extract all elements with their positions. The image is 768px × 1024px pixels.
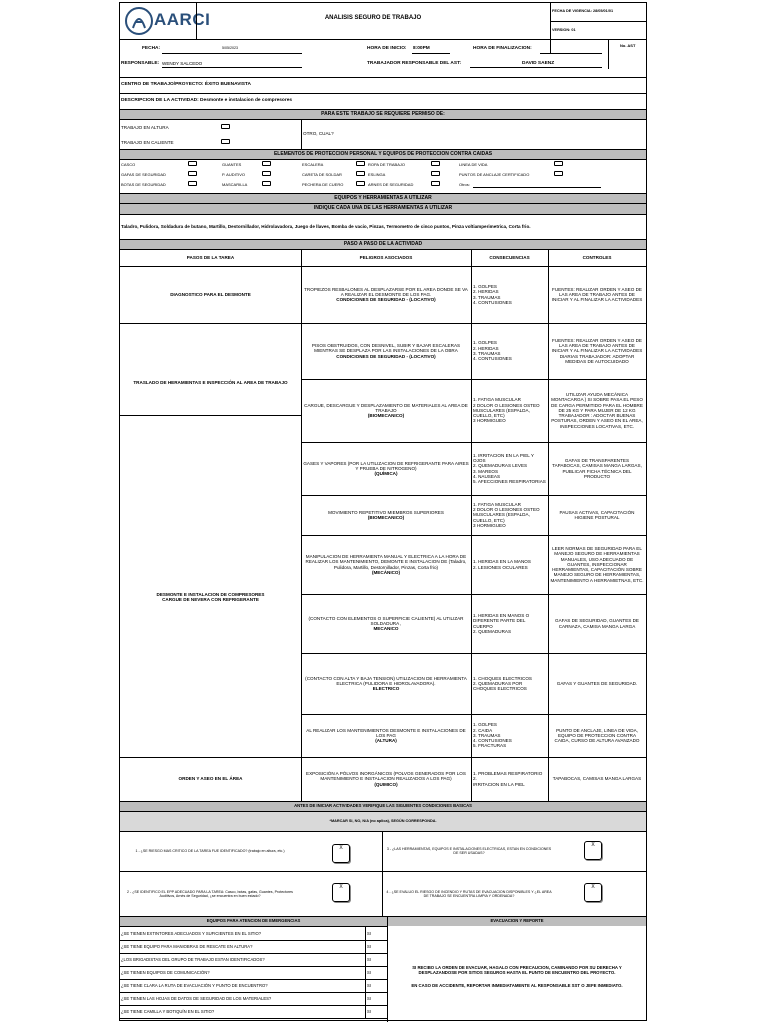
hazard-row-9-controles: TAPABOCAS, CAMISAS MANGA LARGAS <box>552 776 642 782</box>
peligro-text: TROPIEZOS RESBALONES AL DESPLAZARSE POR EL AREA DONDE SE VA A REALIZAR EL DESMONTE DE LOS PAG. <box>304 286 468 297</box>
logo-mark-icon <box>124 6 154 36</box>
hazard-row-2-peligro <box>301 379 471 442</box>
peligro-category: (BIOMECANICO) <box>367 515 405 520</box>
verif-q4: 4 - ¿SE EVALUO EL RIESGO DE INCENDIO Y RUTAS DE EVACUACION DISPONIBLES Y ¿EL AREA DE TRABAJO SE ENCUENTRA LIMPIA Y ORDENADA? <box>386 889 552 898</box>
peligro-text: (CONTACTO CON ELEMENTOS O SUPERFICIE CALIENTE) AL UTILIZAR SOLDADURA , <box>308 615 464 626</box>
epp-botas-checkbox[interactable] <box>188 181 197 186</box>
peligro-text: MOVIMIENTO REPETITIVO MIEMBROS SUPERIORES <box>328 509 444 515</box>
epp-heading: ELEMENTOS DE PROTECCION PERSONAL Y EQUIPOS DE PROTECCION CONTRA CAIDAS <box>120 150 646 159</box>
hazard-row-6-peligro <box>301 594 471 653</box>
epp-escalera: ESCALERA <box>302 162 324 167</box>
permiso-otro: OTRO, CUAL? <box>303 131 334 136</box>
epp-ropa: ROPA DE TRABAJO <box>368 162 405 167</box>
hora-inicio-label: HORA DE INICIO: <box>367 46 407 51</box>
col-controles: CONTROLES <box>582 255 612 261</box>
herramientas-subheading: INDIQUE CADA UNA DE LAS HERRAMIENTAS A UTILIZAR <box>120 204 646 214</box>
fecha-label: FECHA: <box>142 46 161 51</box>
emergencia-item-1: ¿SE TIENE EQUIPO PARA MANIOBRAS DE RESCATE EN ALTURA? <box>121 944 253 949</box>
col-pasos: PASOS DE LA TAREA <box>186 255 235 261</box>
peligro-category: ELECTRICO <box>372 686 400 692</box>
hazard-row-7-controles: GAFAS Y GUANTES DE SEGURIDAD. <box>556 680 638 686</box>
evacuacion-text-2: EN CASO DE ACCIDENTE, REPORTAR INMEDIATAMENTE AL RESPONSABLE SST O JEFE INMEDIATO. <box>411 983 623 988</box>
epp-eslinga: ESLINGA <box>368 172 386 177</box>
trabajador-label: TRABAJADOR RESPONSABLE DEL AST: <box>367 61 462 66</box>
centro-trabajo: CENTRO DE TRABAJO/PROYECTO: ÉXITO BUENAVISTA <box>121 82 251 87</box>
task-diagnostico: DIAGNOSTICO PARA EL DESMONTE <box>170 291 251 297</box>
col-consecuencias: CONSECUENCIAS <box>489 255 530 261</box>
hazard-row-4-peligro <box>301 495 471 535</box>
hazard-row-3-controles: GAFAS DE TRANSPARENTES TAPABOCAS, CAMISAS MANGA LARGAS, PUBLICAR FICHA TÉCNICA DEL PRODUCTO <box>552 457 642 479</box>
epp-auditivo: P. AUDITIVO <box>222 172 246 177</box>
hazard-row-1-consecuencias: 1. GOLPES 2. HERIDAS 3. TRAUMAS 4. CONTUSIONES <box>473 340 512 362</box>
emergencia-item-0: ¿SE TIENEN EXTINTORES ADECUADOS Y SUFICIENTES EN EL SITIO? <box>121 931 262 936</box>
hora-inicio-value[interactable]: 8:00PM <box>413 46 430 51</box>
emergencia-answer-4[interactable]: SI <box>367 983 371 988</box>
verificacion-sub: *MARCAR SI, NO, N/A (no aplica), SEGÚN CORRESPONDA. <box>120 812 646 831</box>
verif-q3-checkbox[interactable]: X <box>584 841 602 860</box>
epp-guantes: GUANTES <box>222 162 242 167</box>
epp-botas: BOTAS DE SEGURIDAD <box>121 182 166 187</box>
epp-gafas: GAFAS DE SEGURIDAD <box>121 172 166 177</box>
responsable-label: RESPONSABLE: <box>121 61 160 66</box>
fecha-value[interactable]: 5/05/2023 <box>222 46 238 50</box>
epp-anclaje-checkbox[interactable] <box>554 171 563 176</box>
peligro-category: (MECÁNICO) <box>371 569 401 575</box>
epp-linea-vida: LINEA DE VIDA <box>459 162 488 167</box>
emergencia-answer-2[interactable]: SI <box>367 957 371 962</box>
epp-anclaje: PUNTOS DE ANCLAJE CERTIFICADO <box>459 172 530 177</box>
hazard-row-5-controles: LEER NORMAS DE SEGURIDAD PARA EL MANEJO SEGURO DE HERRAMIENTAS MANUALES, USO ADECUADO DE GUANTES, INSPECCIONAR HERRAMIENTAS, CAPACITACIÓN SOBRE MANEJO SEGURO DE HERRAMIENTAS, MANTENIMIENTO A HERRAMIETNAS, ETC. <box>550 545 644 583</box>
evacuacion-text-1: SI RECIBO LA ORDEN DE EVACUAR, HAGALO CON PRECAUCION, CAMINANDO POR SU DERECHA Y DESPLAZANDOSE POR SITIOS SEGUROS HASTA EL PUNTO DE ENCUENTRO DEL PROYECTO. <box>412 965 622 976</box>
epp-escalera-checkbox[interactable] <box>356 161 365 166</box>
epp-otros: Otros: <box>459 182 470 187</box>
emergencia-answer-5[interactable]: SI <box>367 996 371 1001</box>
epp-casco: CASCO <box>121 162 136 167</box>
hazard-row-1-controles: FUENTES: REALIZAR ORDEN Y ASEO DE LAS AREA DE TRABAJO ANTES DE INICIAR Y AL FINALIZAR LA ACTIVIDADES DIARIAS TRABAJADOR: ADOPTAR MEDIDAS DE AUTOCUIDADO <box>551 337 643 364</box>
peligro-text: PISOS OBSTRUIDOS, CON DESNIVEL, SUBIR Y BAJAR ESCALERAS MIENTRAS SE DESPLAZA POR LAS INSTALACIONES DE LA OBRA <box>311 343 461 354</box>
verif-q2-checkbox[interactable]: X <box>332 883 350 902</box>
hazard-row-4-controles: PAUSAS ACTIVAS, CAPACITACIÓN HIGIENE POSTURAL <box>559 509 635 520</box>
hazard-row-3-peligro <box>301 442 471 495</box>
peligro-text: CARGUE, DESCARGUE Y DESPLAZAMIENTO DE MATERIALES AL AREA DE TRABAJO <box>304 402 468 413</box>
task-desmonte: DESMONTE E INSTALACION DE COMPRESORES CARGUE DE NEVERA CON REFRIGERANTE <box>156 591 265 602</box>
emergencia-item-5: ¿SE TIENEN LAS HOJAS DE DATOS DE SEGURIDAD DE LOS MATERIALES? <box>121 996 272 1001</box>
hazard-row-6-controles: GAFAS DE SEGURIDAD, GUANTES DE CARNAZA, CAMISA MANGA LARGA <box>555 618 639 629</box>
emergencias-heading: EQUIPOS PARA ATENCION DE EMERGENCIAS <box>120 917 387 926</box>
peligro-text: EXPOSICIÓN A PÓLVOS INORGÁNICOS (POLVOS GENERADOS POR LOS MANTENIMIENTO E INSTALACION REALIZADOS A LOS PAG) <box>306 771 466 782</box>
fecha-vigencia: FECHA DE VIGENCIA: 28/05/01/01 <box>552 9 614 13</box>
hazard-row-1-peligro <box>301 323 471 379</box>
permiso-heading: PARA ESTE TRABAJO SE REQUIERE PERMISO DE: <box>120 110 646 119</box>
hazard-row-4-consecuencias: 1. FATIGA MUSCULAR 2 DOLOR O LESIONES OSTEO MUSCULARES (ESPALDA, CUELLO, ETC) 3 HORMIGUEO <box>473 501 540 528</box>
epp-arnes-checkbox[interactable] <box>431 181 440 186</box>
hazard-row-8-peligro <box>301 714 471 757</box>
hora-fin-label: HORA DE FINALIZACION: <box>473 46 532 51</box>
hazard-row-8-consecuencias: 1. GOLPES 2. CAIDA 3. TRAUMAS 4. CONTUSIONES 5. FRACTURAS <box>473 722 512 749</box>
descripcion-actividad: DESCRIPCION DE LA ACTIVIDAD: Desmonte e instalacion de compresores <box>121 98 293 103</box>
permiso-caliente-checkbox[interactable] <box>221 139 230 144</box>
peligro-text: MANIPULACION DE HERRAMIENTA MANUAL Y ELECTRICA A LA HORA DE REALIZAR LOS MANTENIMIENTO, DEMONTE E INSTALACION DE (Taladro, Pulidora, Martillo, Destornillador, Pinzas, Corta frio) <box>305 553 467 570</box>
emergencia-answer-1[interactable]: SI <box>367 944 371 949</box>
emergencia-item-4: ¿SE TIENE CLARA LA RUTA DE EVACUACIÓN Y PUNTO DE ENCUENTRO? <box>121 983 268 988</box>
verif-q2: 2 - ¿SE IDENTIFICO EL EPP ADECUADO PARA LA TAREA: Casco, botas, gafas, Guantes, Protectores Auditivos, Arnés de Seguridad, ¿se encuentra en buen estado? <box>127 889 293 898</box>
epp-mascarilla: MASCARILLA <box>222 182 248 187</box>
peligro-category: (ALTURA) <box>375 738 397 744</box>
hazard-row-2-controles: UTILIZAR AYUDA MECÁNICA MONTACARGA ) SI SOBRE PASA EL PESO DE CARGA PERMITIDO PARA EL HOMBRE DE 25 KG Y PARA MUJER DE 12 KG TRABAJADOR : ADOCTAR BUENAS POSTURAS, ORDEN Y ASEO EN EL AREA, INSPECCIONES LOCATIVAS, ETC. <box>551 391 643 429</box>
hazard-row-7-consecuencias: 1. CHOQUES ELECTRICOS 2. QUEMADURAS POR CHOQUES ELECTRICOS <box>473 675 532 692</box>
hazard-row-2-consecuencias: 1. FATIGA MUSCULAR 2 DOLOR O LESIONES OSTEO MUSCULARES (ESPALDA, CUELLO, ETC) 3 HORMIGUEO <box>473 397 540 424</box>
hazard-row-6-consecuencias: 1. HERIDAS EN MANOS O DIFERENTE PARTE DEL CUERPO 2. QUEMADURAS <box>473 612 530 634</box>
epp-auditivo-checkbox[interactable] <box>262 171 271 176</box>
no-ast-label: No. AST <box>620 43 636 48</box>
hazard-row-7-peligro <box>301 653 471 714</box>
epp-pechera: PECHERA DE CUERO <box>302 182 344 187</box>
emergencia-item-2: ¿LOS BRIGADISTAS DEL GRUPO DE TRABAJO ESTAN IDENTIFICADOS? <box>121 957 265 962</box>
peligro-category: MECANICO <box>373 626 399 632</box>
epp-eslinga-checkbox[interactable] <box>431 171 440 176</box>
hazard-row-0-controles: FUENTES: REALIZAR ORDEN Y ASEO DE LAS AREA DE TRABAJO ANTES DE INICIAR Y AL FINALIZAR LA ACTIVIDADES <box>551 286 643 303</box>
emergencia-item-3: ¿SE TIENEN EQUIPOS DE COMUNICACIÓN? <box>121 970 210 975</box>
permiso-caliente: TRABAJO EN CALIENTE <box>121 140 174 145</box>
verificacion-heading: ANTES DE INICIAR ACTIVIDADES VERIFIQUE LAS SIGUIENTES CONDICIONES BASICAS <box>120 802 646 811</box>
form-title: ANALISIS SEGURO DE TRABAJO <box>324 15 422 21</box>
hazard-row-0-consecuencias: 1. GOLPES 2. HERIDAS 3. TRAUMAS 4. CONTUSIONES <box>473 283 512 305</box>
epp-careta-checkbox[interactable] <box>356 171 365 176</box>
epp-guantes-checkbox[interactable] <box>262 161 271 166</box>
peligro-text: GASES Y VAPORES (POR LA UTILIZACION DE REFRIGERANTE PARA AIRES Y PRUEBA DE NITROGENO) <box>303 460 469 471</box>
herramientas-heading: EQUIPOS Y HERRAMIENTAS A UTILIZAR <box>120 194 646 203</box>
col-peligros: PELIGROS ASOCIADOS <box>359 255 413 261</box>
epp-careta: CARETA DE SOLDAR <box>302 172 342 177</box>
verif-q1-checkbox[interactable]: X <box>332 844 350 863</box>
permiso-altura-checkbox[interactable] <box>221 124 230 129</box>
emergencia-answer-6[interactable]: SI <box>367 1009 371 1014</box>
hazard-row-9-peligro <box>301 757 471 801</box>
epp-linea-vida-checkbox[interactable] <box>554 161 563 166</box>
herramientas-list: Taladro, Pulidora, Soldadura de butano, Martillo, Destornillador, Hidrolavadora, Juego de llaves, Bomba de vacio, Pinzas, Termometro de cinco puntos, Pinza voltiamperimetrica, Corta frio. <box>121 224 531 229</box>
verif-q4-checkbox[interactable]: X <box>584 883 602 902</box>
pasos-heading: PASO A PASO DE LA ACTIVIDAD <box>120 240 646 249</box>
epp-arnes: ARNES DE SEGURIDAD <box>368 182 414 187</box>
ast-form <box>119 2 647 1021</box>
task-orden-aseo: ORDEN Y ASEO EN EL ÁREA <box>178 776 243 782</box>
emergencia-answer-3[interactable]: SI <box>367 970 371 975</box>
hazard-row-0-peligro <box>301 266 471 323</box>
hazard-row-5-consecuencias: 1. HERIDAS EN LA MANOS 2. LESIONES OCULARES <box>473 559 531 570</box>
peligro-category: (BIOMECANICO) <box>367 413 405 419</box>
company-logo <box>122 5 211 37</box>
emergencia-item-6: ¿SE TIENE CAMILLA Y BOTIQUÍN EN EL SITIO? <box>121 1009 215 1014</box>
epp-mascarilla-checkbox[interactable] <box>262 181 271 186</box>
verif-q1: 1 - ¿SE RIESGO MAS CRITICO DE LA TAREA FUE IDENTIFICADO? (trabajo en altura, etc.) <box>135 848 285 853</box>
peligro-category: (QUÍMICA) <box>374 471 398 477</box>
epp-pechera-checkbox[interactable] <box>356 181 365 186</box>
hazard-row-9-consecuencias: 1. PROBLEMAS RESPIRATORIO 2. IRRITACION EN LA PIEL <box>473 771 543 787</box>
peligro-category: CONDICIONES DE SEGURIDAD - (LOCATIVO) <box>336 353 436 359</box>
responsable-value[interactable]: WENDY SALCEDO <box>162 61 203 66</box>
peligro-category: (QUIMICO) <box>374 781 398 787</box>
evacuacion-heading: EVACUACION Y REPORTE <box>388 917 646 926</box>
epp-casco-checkbox[interactable] <box>188 161 197 166</box>
epp-gafas-checkbox[interactable] <box>188 171 197 176</box>
version: VERSION: 01 <box>552 28 576 32</box>
epp-ropa-checkbox[interactable] <box>431 161 440 166</box>
peligro-category: CONDICIONES DE SEGURIDAD - (LOCATIVO) <box>336 297 436 303</box>
trabajador-value[interactable]: DAVID SAENZ <box>522 61 555 66</box>
emergencia-answer-0[interactable]: SI <box>367 931 371 936</box>
hazard-row-3-consecuencias: 1. IRRITACION EN LA PIEL Y OJOS 2. QUEMADURAS LEVES 3. MAREOS 4. NAUSEAS 5. AFECCIONES RESPIRATORIAS <box>473 452 546 485</box>
task-traslado: TRASLADO DE HERAMIENTAS E INSPECCIÓN AL AREA DE TRABAJO <box>133 379 288 385</box>
peligro-text: (CONTACTO CON ALTA Y BAJA TENSION) UTILIZACION DE HERRAMIENTA ELECTRICA (PULIDORA E HIDROLAVADORA). <box>305 675 467 686</box>
verif-q3: 3 - ¿LAS HERRAMIENTAS, EQUIPOS E INSTALACIONES ELECTRICAS, ESTAN EN CONDICIONES DE SER USADAS? <box>386 846 552 855</box>
peligro-text: AL REALIZAR LOS MANTENIMIENTOS DESMONTE E INSTALACIONES DE LOS PAG <box>306 727 466 738</box>
permiso-altura: TRABAJO EN ALTURA <box>121 125 169 130</box>
logo-text: AARCI <box>154 10 211 29</box>
hazard-row-5-peligro <box>301 535 471 594</box>
hazard-row-8-controles: PUNTO DE ANCLAJE, LINEA DE VIDA, EQUIPO DE PROTECCION CONTRA CAIDA, CURSO DE ALTURA AVANZADO <box>554 727 640 744</box>
